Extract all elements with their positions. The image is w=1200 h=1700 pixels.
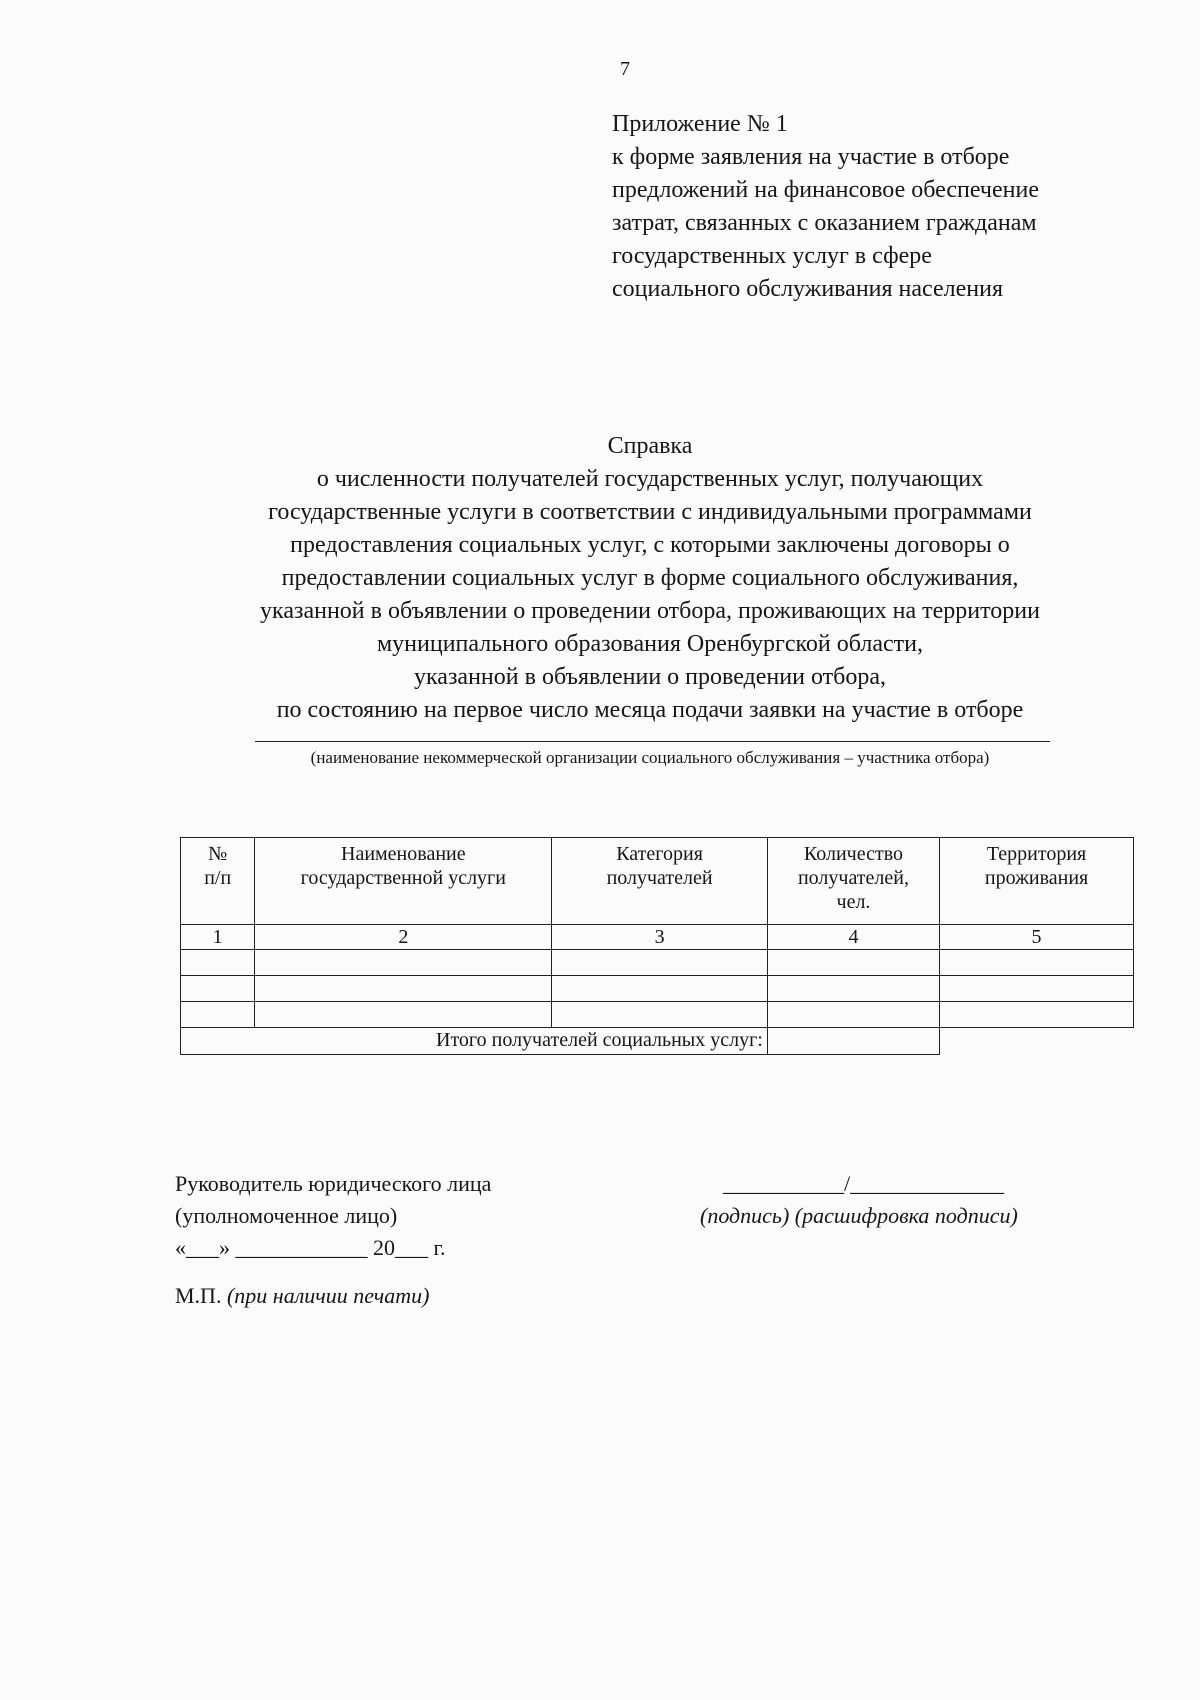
column-number-row (181, 925, 1134, 950)
total-value-cell[interactable] (767, 1028, 939, 1055)
empty-cell[interactable] (767, 950, 939, 976)
table-row (181, 1002, 1134, 1028)
total-label: Итого получателей социальных услуг: (181, 1028, 768, 1055)
header-text: Территория (986, 843, 1087, 865)
column-number: 5 (940, 925, 1134, 950)
total-spacer (940, 1028, 1134, 1055)
appendix-line: предложений на финансовое обеспечение (612, 177, 1039, 203)
table-header-row (181, 838, 1134, 925)
table-row (181, 976, 1134, 1002)
appendix-header (612, 108, 1132, 306)
header-cell-number (181, 838, 255, 925)
column-number: 2 (255, 925, 552, 950)
title-heading: Справка (607, 433, 693, 459)
empty-cell[interactable] (767, 1002, 939, 1028)
signature-line[interactable]: ___________/______________ (723, 1171, 1005, 1196)
empty-cell[interactable] (767, 976, 939, 1002)
header-text: Наименование (341, 843, 466, 865)
title-line: указанной в объявлении о проведении отбора, (414, 664, 886, 690)
organization-caption: (наименование некоммерческой организации социального обслуживания – участника отбора) (310, 748, 990, 767)
document-title (150, 430, 1150, 727)
appendix-line: государственных услуг в сфере (612, 243, 932, 269)
empty-cell[interactable] (181, 1002, 255, 1028)
header-cell-territory (940, 838, 1134, 925)
signer-subtitle: (уполномоченное лицо) (175, 1203, 398, 1228)
title-line: государственные услуги в соответствии с индивидуальными программами (268, 499, 1032, 525)
signature-block (700, 1168, 1120, 1232)
header-text: государственной услуги (300, 867, 506, 889)
empty-cell[interactable] (255, 1002, 552, 1028)
recipients-table (180, 837, 1134, 1055)
appendix-line: Приложение № 1 (612, 111, 788, 137)
header-text: получателей, (797, 867, 909, 889)
header-text: Категория (616, 843, 703, 865)
header-cell-count (767, 838, 939, 925)
title-line: муниципального образования Оренбургской области, (376, 631, 923, 657)
title-line: указанной в объявлении о проведении отбора, проживающих на территории (260, 598, 1040, 624)
column-number: 3 (552, 925, 768, 950)
title-line: по состоянию на первое число месяца подачи заявки на участие в отборе (276, 697, 1024, 723)
stamp-note (175, 1283, 695, 1309)
appendix-line: к форме заявления на участие в отборе (612, 144, 1010, 170)
signer-block (175, 1168, 695, 1264)
total-row (181, 1028, 1134, 1055)
header-text: проживания (984, 867, 1089, 889)
appendix-line: затрат, связанных с оказанием гражданам (612, 210, 1037, 236)
signature-caption: (подпись) (расшифровка подписи) (700, 1203, 1018, 1228)
table-row (181, 950, 1134, 976)
header-cell-service (255, 838, 552, 925)
empty-cell[interactable] (181, 976, 255, 1002)
column-number: 1 (181, 925, 255, 950)
empty-cell[interactable] (255, 976, 552, 1002)
title-line: предоставлении социальных услуг в форме социального обслуживания, (281, 565, 1019, 591)
header-cell-category (552, 838, 768, 925)
empty-cell[interactable] (552, 1002, 768, 1028)
header-text: получателей (606, 867, 713, 889)
header-text: чел. (836, 891, 871, 913)
organization-name-field[interactable] (255, 741, 1050, 742)
date-line[interactable]: «___» ____________ 20___ г. (175, 1235, 446, 1260)
stamp-label: М.П. (175, 1283, 222, 1308)
header-text: № (208, 843, 228, 865)
empty-cell[interactable] (940, 950, 1134, 976)
empty-cell[interactable] (940, 1002, 1134, 1028)
column-number: 4 (767, 925, 939, 950)
header-text: п/п (204, 867, 232, 889)
empty-cell[interactable] (940, 976, 1134, 1002)
empty-cell[interactable] (552, 950, 768, 976)
empty-cell[interactable] (255, 950, 552, 976)
empty-cell[interactable] (552, 976, 768, 1002)
stamp-note-text: (при наличии печати) (226, 1283, 430, 1308)
appendix-line: социального обслуживания населения (612, 276, 1004, 302)
page-number: 7 (620, 58, 630, 80)
header-text: Количество (803, 843, 904, 865)
empty-cell[interactable] (181, 950, 255, 976)
title-line: предоставления социальных услуг, с которыми заключены договоры о (290, 532, 1010, 558)
signer-title: Руководитель юридического лица (175, 1171, 492, 1196)
title-line: о численности получателей государственных услуг, получающих (316, 466, 984, 492)
